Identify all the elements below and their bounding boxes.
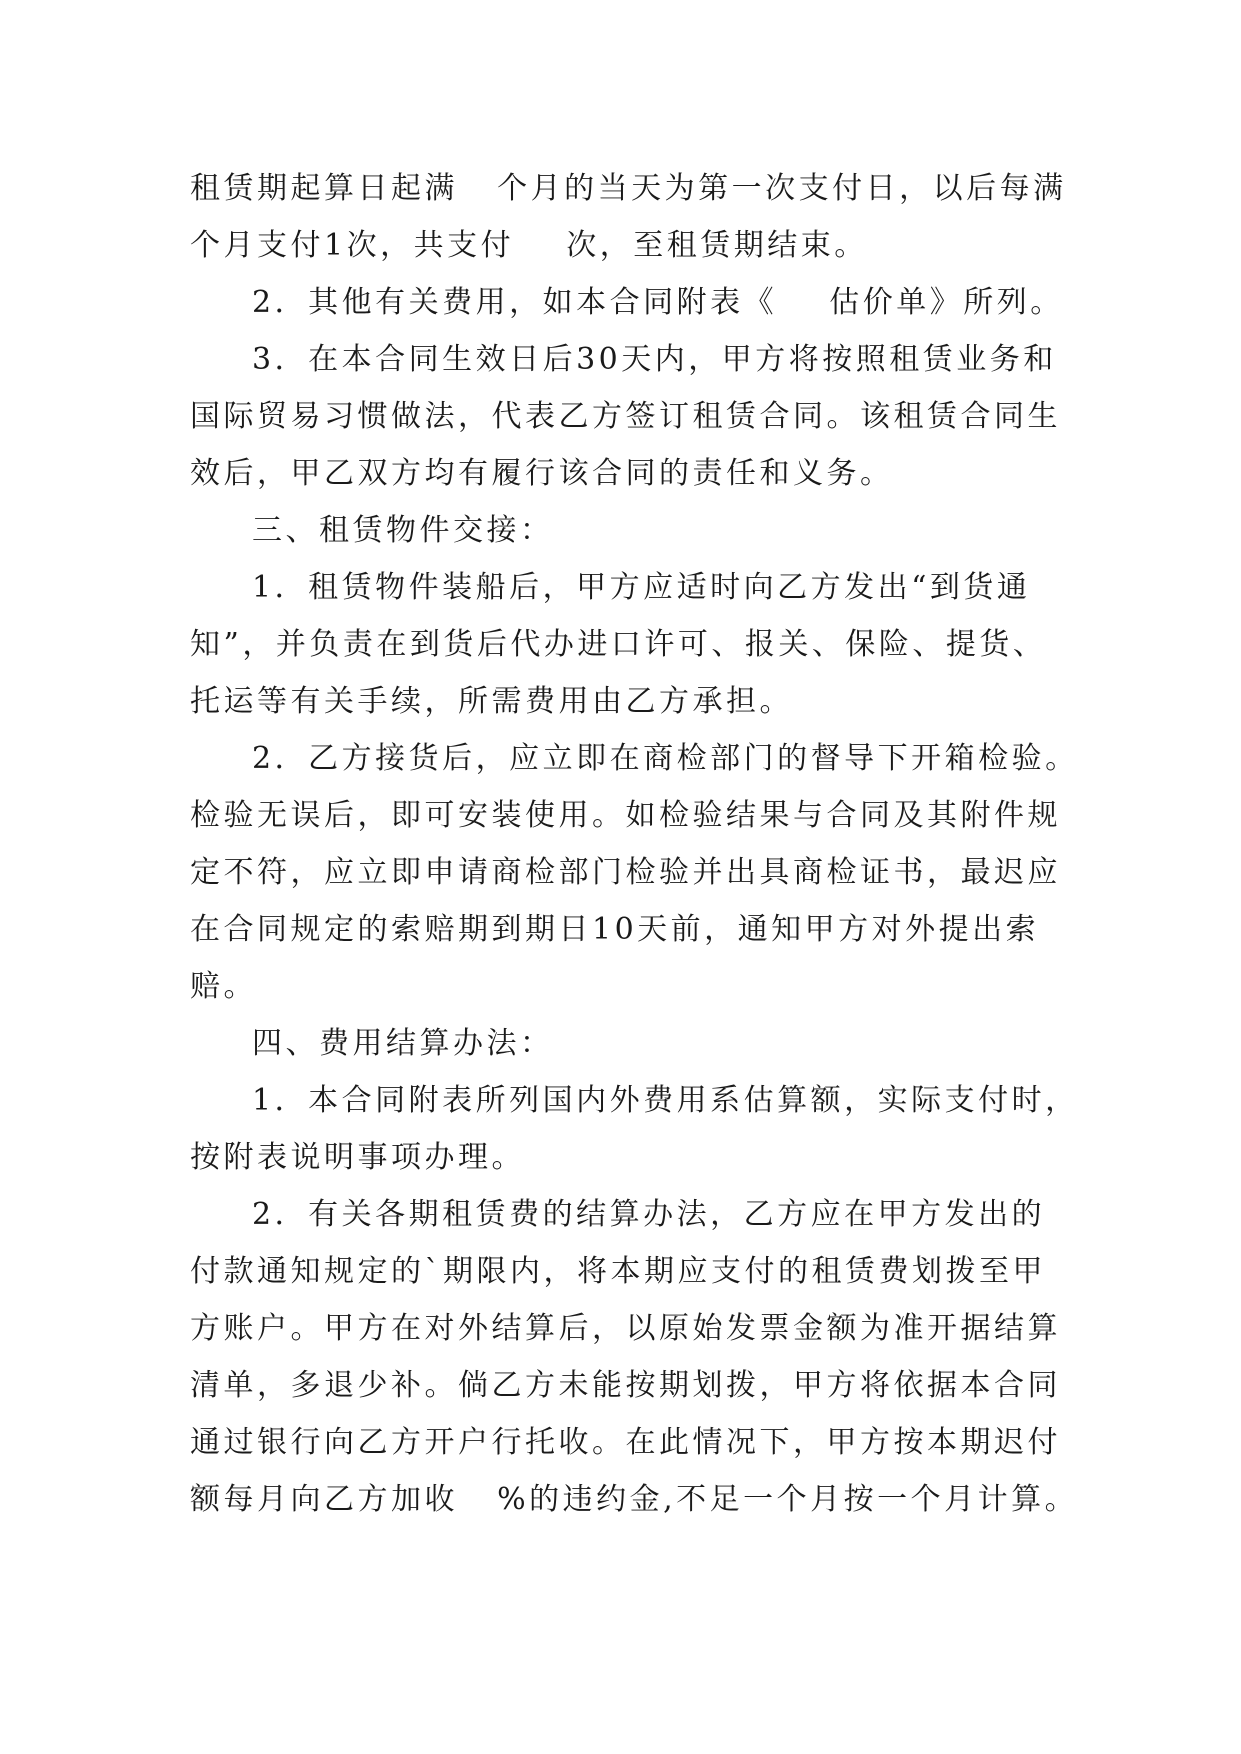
text-line: 付款通知规定的`期限内，将本期应支付的租赁费划拨至甲 [190, 1254, 1046, 1289]
text-line: 个月支付1次，共支付 次，至租赁期结束。 [190, 228, 868, 263]
text-line: 在合同规定的索赔期到期日10天前，通知甲方对外提出索 [190, 912, 1040, 947]
text-line: 效后，甲乙双方均有履行该合同的责任和义务。 [190, 456, 894, 491]
section-heading: 四、费用结算办法： [252, 1026, 554, 1061]
text-line: 国际贸易习惯做法，代表乙方签订租赁合同。该租赁合同生 [190, 399, 1061, 434]
text-line: 租赁期起算日起满 个月的当天为第一次支付日，以后每满 [190, 171, 1067, 206]
text-line: 1．租赁物件装船后，甲方应适时向乙方发出“到货通 [252, 570, 1031, 605]
text-line: 按附表说明事项办理。 [190, 1140, 525, 1175]
text-line: 1．本合同附表所列国内外费用系估算额，实际支付时， [252, 1083, 1079, 1118]
text-line: 额每月向乙方加收 %的违约金,不足一个月按一个月计算。 [190, 1482, 1079, 1517]
text-line: 定不符，应立即申请商检部门检验并出具商检证书，最迟应 [190, 855, 1061, 890]
text-line: 3．在本合同生效日后30天内，甲方将按照租赁业务和 [252, 342, 1057, 377]
text-line: 赔。 [190, 969, 257, 1004]
text-line: 2．其他有关费用，如本合同附表《 估价单》所列。 [252, 285, 1064, 320]
text-line: 托运等有关手续，所需费用由乙方承担。 [190, 684, 793, 719]
text-line: 知”，并负责在到货后代办进口许可、报关、保险、提货、 [190, 627, 1047, 662]
text-line: 通过银行向乙方开户行托收。在此情况下，甲方按本期迟付 [190, 1425, 1061, 1460]
document-body [190, 160, 1079, 1528]
text-line: 检验无误后，即可安装使用。如检验结果与合同及其附件规 [190, 798, 1061, 833]
text-line: 清单，多退少补。倘乙方未能按期划拨，甲方将依据本合同 [190, 1368, 1061, 1403]
text-line: 方账户。甲方在对外结算后，以原始发票金额为准开据结算 [190, 1311, 1061, 1346]
section-heading: 三、租赁物件交接： [252, 513, 554, 548]
text-line: 2．乙方接货后，应立即在商检部门的督导下开箱检验。 [252, 741, 1079, 776]
text-line: 2．有关各期租赁费的结算办法，乙方应在甲方发出的 [252, 1197, 1046, 1232]
